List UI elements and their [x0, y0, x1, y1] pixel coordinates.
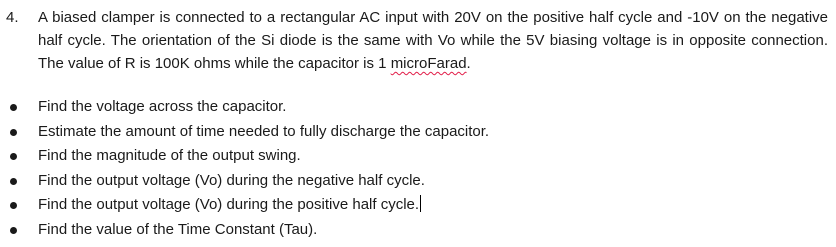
list-item[interactable]: [0, 120, 836, 145]
list-item-text: Find the magnitude of the output swing.: [38, 147, 301, 165]
question-text-main: A biased clamper is connected to a rectangular AC input with 20V on the positive half cycle and -10V on the negative half cycle. The orientation of the Si diode is the same with Vo while the 5V biasing voltage is in opposite connection. The value of R is 100K ohms while the capacitor is 1: [38, 9, 828, 72]
list-item-text: Find the output voltage (Vo) during the positive half cycle.: [38, 196, 420, 214]
text-cursor: [420, 195, 421, 212]
list-item-text: Find the output voltage (Vo) during the negative half cycle.: [38, 171, 425, 189]
bullet-icon: [10, 104, 17, 111]
bullet-icon: [10, 178, 17, 185]
list-item-text: Find the voltage across the capacitor.: [38, 98, 287, 115]
bullet-icon: [10, 153, 17, 160]
spellcheck-flagged-word[interactable]: microFarad: [390, 55, 467, 72]
list-item[interactable]: [0, 218, 836, 243]
list-item-text-with-caret: [38, 193, 421, 218]
list-item[interactable]: [0, 193, 836, 218]
question-text-end: .: [466, 55, 471, 72]
list-item[interactable]: [0, 144, 836, 169]
list-item-text: Find the value of the Time Constant (Tau).: [38, 220, 318, 238]
list-item[interactable]: [0, 169, 836, 194]
bullet-icon: [10, 227, 17, 234]
bullet-icon: [10, 202, 17, 209]
task-list: [0, 95, 836, 243]
question-number: 4.: [6, 9, 19, 26]
bullet-icon: [10, 129, 17, 136]
list-item[interactable]: [0, 95, 836, 120]
question-text[interactable]: [38, 6, 828, 75]
list-item-text: Estimate the amount of time needed to fully discharge the capacitor.: [38, 122, 490, 140]
